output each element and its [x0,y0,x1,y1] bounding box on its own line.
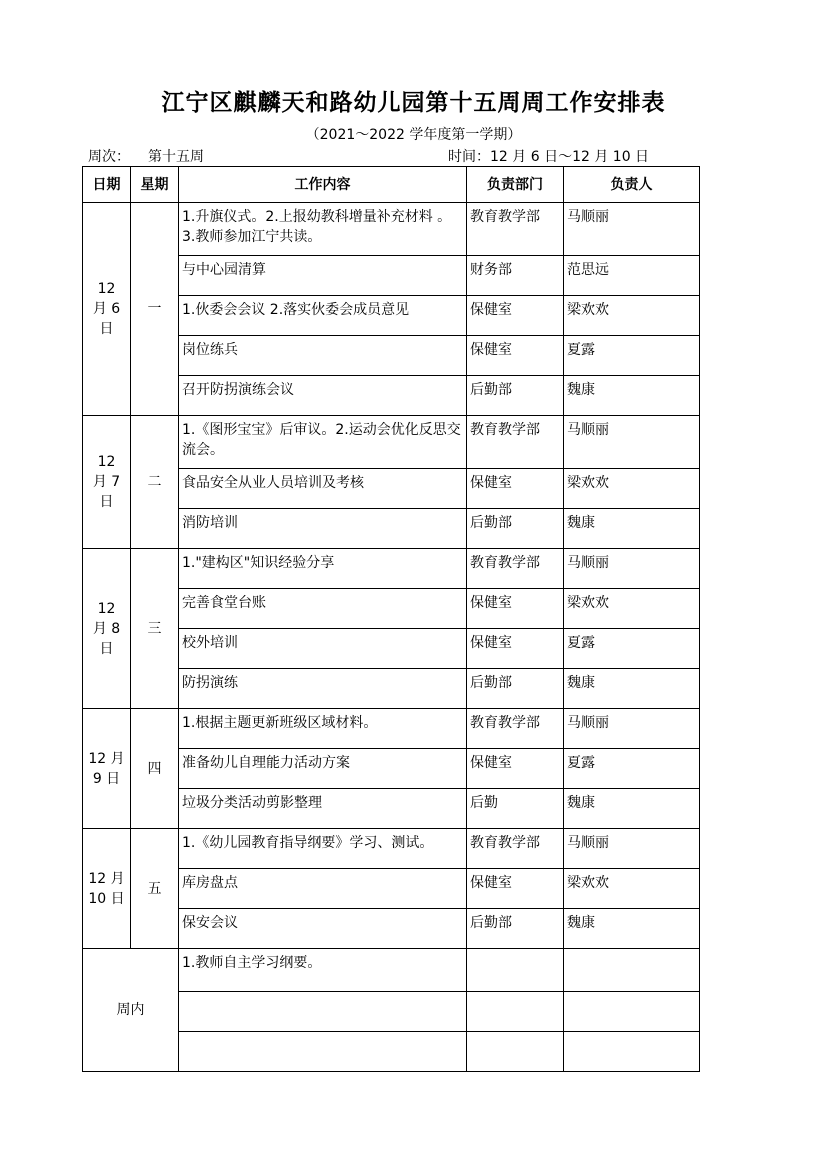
content-cell [179,1032,467,1072]
person-cell: 梁欢欢 [564,869,700,909]
week-info [88,146,204,166]
person-cell: 魏康 [564,669,700,709]
time-info: 时间：12 月 6 日～12 月 10 日 [448,149,650,165]
person-cell: 马顺丽 [564,709,700,749]
table-row [83,549,700,589]
content-cell: 库房盘点 [179,869,467,909]
department-cell: 保健室 [467,749,564,789]
weekday-cell: 四 [131,709,179,829]
page-subtitle: （2021～2022 学年度第一学期） [305,127,522,143]
content-cell: 岗位练兵 [179,336,467,376]
content-cell: 食品安全从业人员培训及考核 [179,469,467,509]
person-cell: 魏康 [564,789,700,829]
department-cell: 保健室 [467,469,564,509]
department-cell: 教育教学部 [467,203,564,256]
weekday-cell: 二 [131,416,179,549]
content-cell: 消防培训 [179,509,467,549]
week-value: 第十五周 [148,149,204,165]
department-cell: 财务部 [467,256,564,296]
department-cell: 保健室 [467,869,564,909]
table-header-row [83,167,700,203]
table-row [83,829,700,869]
content-cell: 1.教师自主学习纲要。 [179,949,467,992]
department-cell: 保健室 [467,296,564,336]
content-cell: 召开防拐演练会议 [179,376,467,416]
column-header-weekday: 星期 [131,167,179,203]
weekday-cell: 一 [131,203,179,416]
person-cell [564,949,700,992]
date-cell: 12 月 8 日 [83,549,131,709]
table-row [83,203,700,256]
person-cell: 梁欢欢 [564,589,700,629]
department-cell: 后勤部 [467,376,564,416]
department-cell: 教育教学部 [467,709,564,749]
date-cell: 12 月 9 日 [83,709,131,829]
column-header-person: 负责人 [564,167,700,203]
department-cell: 教育教学部 [467,829,564,869]
week-label: 周次： [88,149,130,165]
person-cell: 魏康 [564,376,700,416]
table-row [83,416,700,469]
department-cell: 后勤部 [467,509,564,549]
person-cell: 梁欢欢 [564,469,700,509]
content-cell: 1.《图形宝宝》后审议。2.运动会优化反思交流会。 [179,416,467,469]
person-cell [564,992,700,1032]
date-cell: 12 月 7 日 [83,416,131,549]
content-cell: 1.伙委会会议 2.落实伙委会成员意见 [179,296,467,336]
person-cell: 魏康 [564,509,700,549]
column-header-content: 工作内容 [179,167,467,203]
department-cell: 教育教学部 [467,416,564,469]
content-cell: 校外培训 [179,629,467,669]
content-cell: 1.《幼儿园教育指导纲要》学习、测试。 [179,829,467,869]
person-cell: 马顺丽 [564,203,700,256]
department-cell: 保健室 [467,589,564,629]
weekday-cell: 五 [131,829,179,949]
content-cell: 防拐演练 [179,669,467,709]
weekday-cell: 三 [131,549,179,709]
weekly-label-cell: 周内 [83,949,179,1072]
department-cell [467,992,564,1032]
content-cell: 完善食堂台账 [179,589,467,629]
schedule-table [82,166,700,1072]
person-cell: 马顺丽 [564,549,700,589]
person-cell: 魏康 [564,909,700,949]
table-row [83,949,700,992]
content-cell: 保安会议 [179,909,467,949]
person-cell: 夏露 [564,749,700,789]
person-cell: 夏露 [564,336,700,376]
page-title: 江宁区麒麟天和路幼儿园第十五周周工作安排表 [161,89,666,116]
date-cell: 12 月 10 日 [83,829,131,949]
content-cell: 准备幼儿自理能力活动方案 [179,749,467,789]
content-cell [179,992,467,1032]
department-cell: 后勤部 [467,909,564,949]
column-header-date: 日期 [83,167,131,203]
person-cell: 马顺丽 [564,829,700,869]
department-cell: 教育教学部 [467,549,564,589]
table-row [83,709,700,749]
department-cell [467,949,564,992]
department-cell: 保健室 [467,629,564,669]
person-cell: 马顺丽 [564,416,700,469]
department-cell: 后勤部 [467,669,564,709]
person-cell [564,1032,700,1072]
department-cell: 后勤 [467,789,564,829]
content-cell: 1.根据主题更新班级区域材料。 [179,709,467,749]
department-cell [467,1032,564,1072]
date-cell: 12 月 6 日 [83,203,131,416]
person-cell: 夏露 [564,629,700,669]
column-header-department: 负责部门 [467,167,564,203]
content-cell: 与中心园清算 [179,256,467,296]
content-cell: 1."建构区"知识经验分享 [179,549,467,589]
content-cell: 1.升旗仪式。2.上报幼教科增量补充材料 。3.教师参加江宁共读。 [179,203,467,256]
department-cell: 保健室 [467,336,564,376]
person-cell: 梁欢欢 [564,296,700,336]
person-cell: 范思远 [564,256,700,296]
content-cell: 垃圾分类活动剪影整理 [179,789,467,829]
